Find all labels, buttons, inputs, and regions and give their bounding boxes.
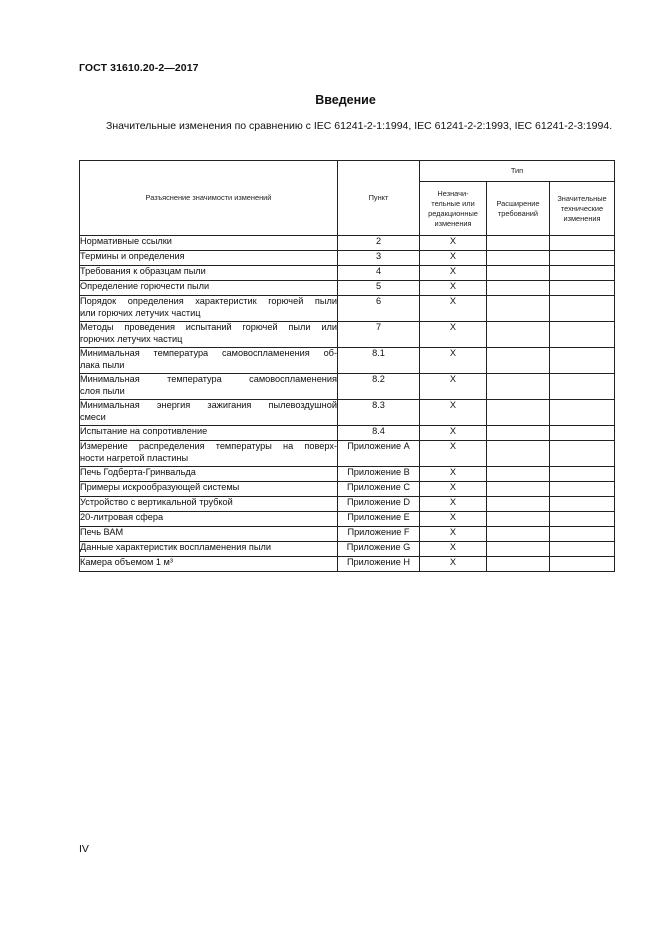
cell-description <box>80 482 338 497</box>
cell-major <box>550 236 615 251</box>
cell-minor: X <box>420 400 487 426</box>
cell-major <box>550 322 615 348</box>
description-line: Примеры искрообразующей системы <box>80 482 240 492</box>
cell-extension <box>487 441 550 467</box>
description-line: Измерение распределения температуры на поверх- <box>80 441 337 451</box>
cell-clause: 7 <box>338 322 420 348</box>
cell-description <box>80 348 338 374</box>
cell-major <box>550 482 615 497</box>
header-type-major: Значительные технические изменения <box>550 182 615 236</box>
cell-minor: X <box>420 527 487 542</box>
cell-description <box>80 281 338 296</box>
cell-description <box>80 251 338 266</box>
section-title: Введение <box>315 93 376 107</box>
cell-clause: 8.3 <box>338 400 420 426</box>
cell-description <box>80 296 338 322</box>
cell-extension <box>487 374 550 400</box>
table-row <box>80 482 615 497</box>
table-row <box>80 251 615 266</box>
table-row <box>80 348 615 374</box>
description-line: Печь ВАМ <box>80 527 124 537</box>
cell-description <box>80 426 338 441</box>
cell-description <box>80 322 338 348</box>
header-description: Разъяснение значимости изменений <box>80 161 338 236</box>
cell-extension <box>487 266 550 281</box>
cell-major <box>550 467 615 482</box>
cell-minor: X <box>420 426 487 441</box>
cell-description <box>80 527 338 542</box>
table-row <box>80 400 615 426</box>
cell-extension <box>487 281 550 296</box>
description-line: лака пыли <box>80 359 125 370</box>
cell-clause: Приложение С <box>338 482 420 497</box>
cell-clause: 6 <box>338 296 420 322</box>
cell-extension <box>487 322 550 348</box>
description-line: Термины и определения <box>80 251 185 261</box>
cell-major <box>550 497 615 512</box>
cell-description <box>80 236 338 251</box>
header-type-extension: Расширение требований <box>487 182 550 236</box>
cell-major <box>550 527 615 542</box>
cell-minor: X <box>420 374 487 400</box>
changes-table <box>79 160 615 572</box>
page-number: IV <box>79 843 89 855</box>
description-line: горючих летучих частиц <box>80 333 183 344</box>
table-row <box>80 266 615 281</box>
cell-major <box>550 557 615 572</box>
cell-extension <box>487 426 550 441</box>
table-row <box>80 322 615 348</box>
cell-minor: X <box>420 251 487 266</box>
description-line: Минимальная температура самовоспламенения <box>80 374 337 384</box>
cell-minor: X <box>420 482 487 497</box>
cell-major <box>550 400 615 426</box>
cell-major <box>550 348 615 374</box>
cell-minor: X <box>420 281 487 296</box>
cell-clause: Приложение D <box>338 497 420 512</box>
cell-extension <box>487 482 550 497</box>
intro-text: Значительные изменения по сравнению с IEC 61241-2-1:1994, IEC 61241-2-2:1993, IEC 61241-2-3:1994. <box>106 120 613 132</box>
cell-clause: 8.1 <box>338 348 420 374</box>
description-line: Устройство с вертикальной трубкой <box>80 497 233 507</box>
cell-major <box>550 374 615 400</box>
description-line: Данные характеристик воспламенения пыли <box>80 542 271 552</box>
cell-description <box>80 497 338 512</box>
cell-minor: X <box>420 266 487 281</box>
cell-clause: Приложение Н <box>338 557 420 572</box>
cell-extension <box>487 236 550 251</box>
table-row <box>80 542 615 557</box>
description-line: Камера объемом 1 м³ <box>80 557 173 567</box>
document-code: ГОСТ 31610.20-2—2017 <box>79 62 199 74</box>
cell-clause: Приложение Е <box>338 512 420 527</box>
cell-clause: 8.4 <box>338 426 420 441</box>
cell-major <box>550 512 615 527</box>
table-row <box>80 236 615 251</box>
cell-minor: X <box>420 236 487 251</box>
header-type-minor: Незначи- тельные или редакционные изменения <box>420 182 487 236</box>
description-line: Печь Годберта-Гринвальда <box>80 467 196 477</box>
description-line: Минимальная температура самовоспламенения об- <box>80 348 337 358</box>
cell-clause: 8.2 <box>338 374 420 400</box>
cell-minor: X <box>420 557 487 572</box>
header-type: Тип <box>420 161 615 182</box>
description-line: Нормативные ссылки <box>80 236 172 246</box>
cell-clause: Приложение F <box>338 527 420 542</box>
table-body <box>80 236 615 572</box>
cell-clause: Приложение G <box>338 542 420 557</box>
cell-clause: 2 <box>338 236 420 251</box>
cell-description <box>80 266 338 281</box>
cell-extension <box>487 542 550 557</box>
table-row <box>80 557 615 572</box>
description-line: Испытание на сопротивление <box>80 426 208 436</box>
cell-clause: Приложение А <box>338 441 420 467</box>
cell-minor: X <box>420 322 487 348</box>
cell-major <box>550 266 615 281</box>
description-line: слоя пыли <box>80 385 125 396</box>
cell-description <box>80 557 338 572</box>
cell-description <box>80 374 338 400</box>
table-row <box>80 296 615 322</box>
cell-minor: X <box>420 542 487 557</box>
cell-extension <box>487 348 550 374</box>
description-line: смеси <box>80 411 106 422</box>
table-row <box>80 497 615 512</box>
description-line: Методы проведения испытаний горючей пыли или <box>80 322 337 332</box>
cell-extension <box>487 512 550 527</box>
table-row <box>80 467 615 482</box>
table-row <box>80 527 615 542</box>
description-line: 20-литровая сфера <box>80 512 164 522</box>
description-line: ности нагретой пластины <box>80 452 189 463</box>
cell-description <box>80 441 338 467</box>
table-row <box>80 441 615 467</box>
cell-major <box>550 296 615 322</box>
description-line: Минимальная энергия зажигания пылевоздушной <box>80 400 337 410</box>
cell-minor: X <box>420 296 487 322</box>
cell-description <box>80 467 338 482</box>
cell-description <box>80 400 338 426</box>
cell-extension <box>487 251 550 266</box>
cell-clause: 5 <box>338 281 420 296</box>
cell-minor: X <box>420 497 487 512</box>
cell-clause: Приложение В <box>338 467 420 482</box>
cell-description <box>80 542 338 557</box>
cell-major <box>550 251 615 266</box>
cell-extension <box>487 527 550 542</box>
cell-clause: 3 <box>338 251 420 266</box>
cell-extension <box>487 467 550 482</box>
cell-minor: X <box>420 512 487 527</box>
cell-minor: X <box>420 467 487 482</box>
description-line: Определение горючести пыли <box>80 281 210 291</box>
description-line: или горючих летучих частиц <box>80 307 201 318</box>
cell-extension <box>487 497 550 512</box>
cell-major <box>550 441 615 467</box>
intro-paragraph <box>78 119 614 134</box>
cell-extension <box>487 296 550 322</box>
cell-extension <box>487 400 550 426</box>
description-line: Требования к образцам пыли <box>80 266 206 276</box>
cell-major <box>550 281 615 296</box>
table-row <box>80 426 615 441</box>
description-line: Порядок определения характеристик горючей пыли <box>80 296 337 306</box>
cell-major <box>550 426 615 441</box>
cell-minor: X <box>420 441 487 467</box>
table-row <box>80 512 615 527</box>
cell-extension <box>487 557 550 572</box>
cell-clause: 4 <box>338 266 420 281</box>
header-clause: Пункт <box>338 161 420 236</box>
cell-description <box>80 512 338 527</box>
table-row <box>80 374 615 400</box>
table-row <box>80 281 615 296</box>
cell-major <box>550 542 615 557</box>
cell-minor: X <box>420 348 487 374</box>
